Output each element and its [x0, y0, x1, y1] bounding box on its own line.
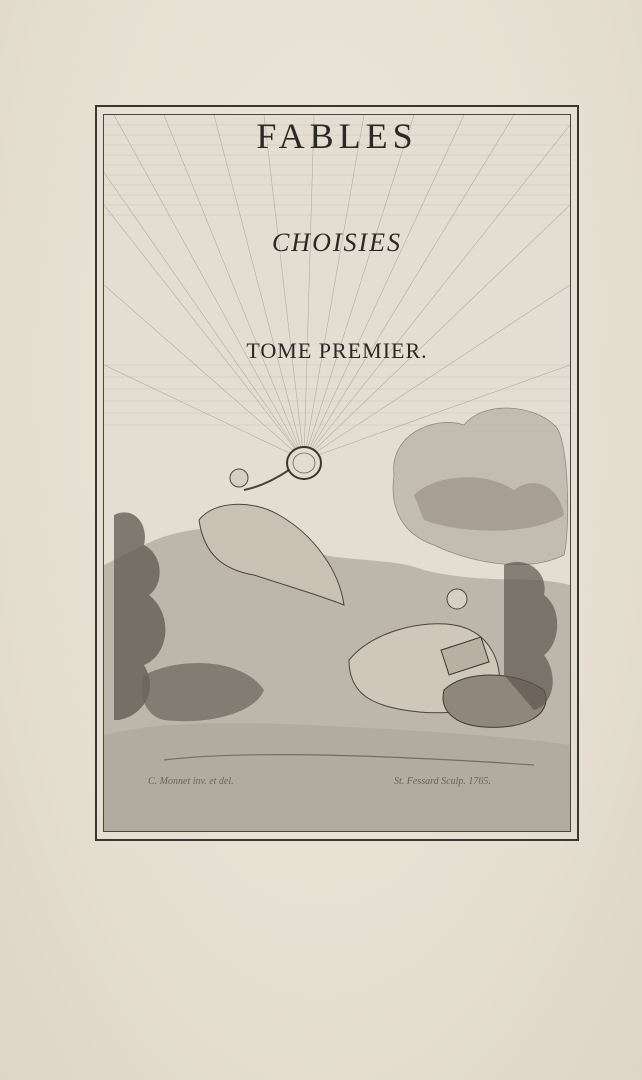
- sky-hatching: [104, 125, 570, 425]
- title-choisies: CHOISIES: [271, 228, 403, 257]
- title-fables: FABLES: [256, 116, 418, 156]
- engraving-frame: [103, 114, 571, 832]
- artist-credit: C. Monnet inv. et del.: [148, 776, 234, 787]
- tambourine-icon: [287, 447, 321, 479]
- title-tome-premier: TOME PREMIER.: [246, 338, 428, 363]
- engraving-illustration: [104, 115, 570, 831]
- engraver-credit: St. Fessard Sculp. 1765.: [394, 776, 491, 787]
